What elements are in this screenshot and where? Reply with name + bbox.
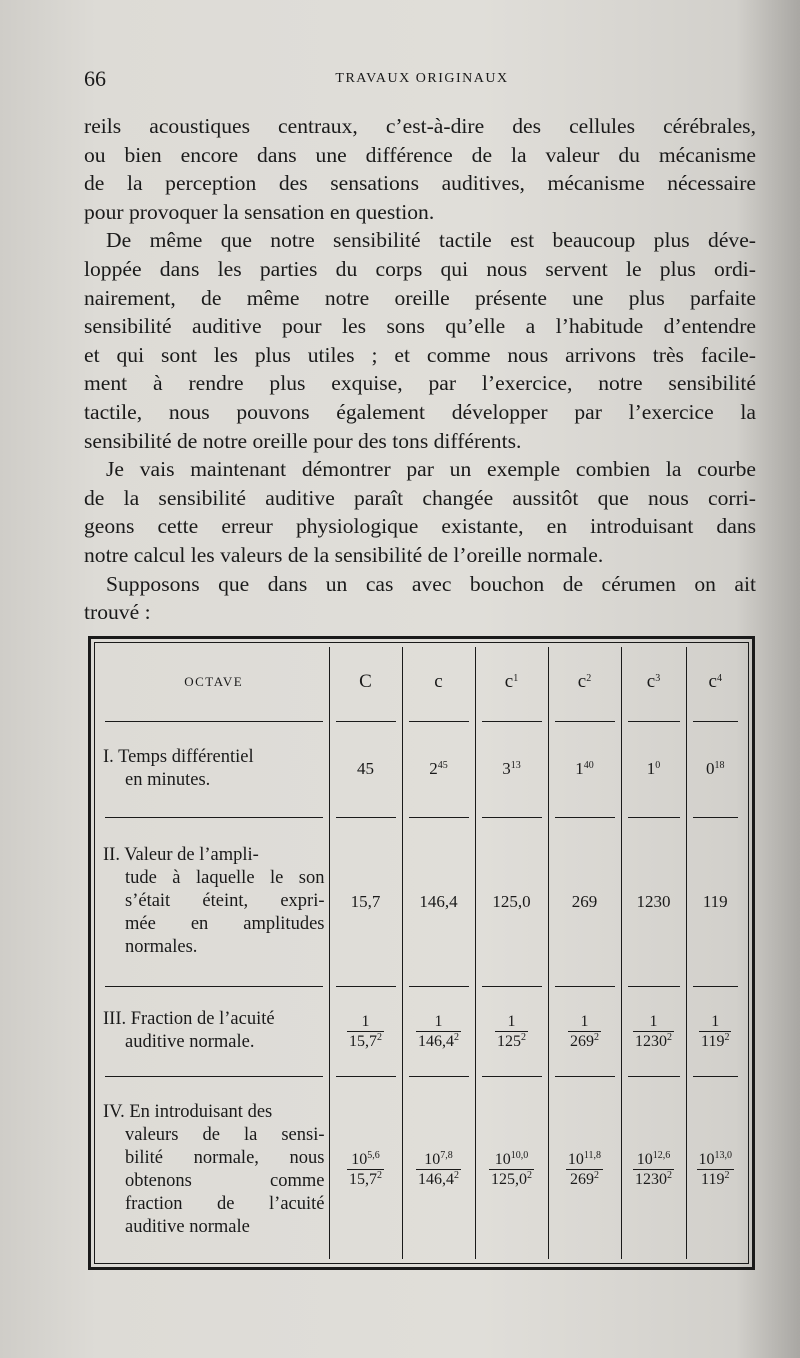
value-cell — [548, 725, 621, 813]
fraction-numerator: 1 — [649, 1012, 658, 1030]
denom-base: 269 — [569, 1171, 594, 1189]
fraction-cell — [329, 1080, 402, 1259]
text-line: et qui sont les plus utiles ; et comme nous arrivons très facile- — [84, 342, 756, 367]
row-label-line: en minutes. — [125, 770, 211, 791]
denom-sup: 2 — [593, 1170, 599, 1182]
text-line: Je vais maintenant démontrer par un exemple combien la courbe — [106, 457, 756, 482]
table-row-amplitude — [99, 822, 744, 983]
numer-sup: 12,6 — [652, 1150, 671, 1162]
numer-sup: 13,0 — [714, 1150, 732, 1162]
numer-sup: 11,8 — [583, 1150, 602, 1162]
fraction-cell — [475, 990, 548, 1072]
fraction — [495, 1012, 528, 1051]
fraction-cell — [621, 990, 686, 1072]
fraction-numerator — [566, 1150, 603, 1169]
fraction-numerator: 1 — [434, 1012, 443, 1030]
text-line: Supposons que dans un cas avec bouchon de cérumen on ait — [106, 571, 756, 596]
fraction — [489, 1150, 534, 1189]
table-row-fraction — [99, 990, 744, 1072]
fraction-denominator — [633, 1169, 674, 1189]
note-base: c — [577, 671, 587, 693]
numer-base: 10 — [494, 1151, 511, 1169]
value-base: 45 — [357, 759, 374, 779]
value-sup: 40 — [583, 760, 594, 772]
text-line: de la perception des sensations auditives, mécanisme nécessaire — [84, 171, 756, 196]
denom-base: 15,7 — [349, 1032, 377, 1050]
fraction-cell — [548, 1080, 621, 1259]
numer-base: 10 — [567, 1151, 584, 1169]
row-separator — [99, 1072, 744, 1080]
fraction — [347, 1012, 384, 1051]
value-cell — [475, 725, 548, 813]
fraction-cell — [402, 1080, 475, 1259]
denom-sup: 2 — [527, 1170, 532, 1182]
text-line: De même que notre sensibilité tactile est beaucoup plus déve- — [106, 228, 756, 253]
row-label-line: auditive normale — [125, 1216, 250, 1237]
fraction-cell — [548, 990, 621, 1072]
fraction — [566, 1150, 603, 1189]
numer-sup: 5,6 — [367, 1150, 380, 1162]
fraction-numerator: 1 — [711, 1012, 720, 1030]
row-label-line: obtenons comme — [125, 1170, 325, 1191]
fraction-denominator — [489, 1169, 534, 1189]
fraction-denominator — [416, 1169, 461, 1189]
note-header — [621, 647, 686, 717]
note-base: c — [434, 671, 443, 693]
note-base: C — [359, 671, 372, 693]
value-cell: 1230 — [621, 822, 686, 983]
fraction-cell — [686, 990, 744, 1072]
fraction-denominator — [416, 1031, 461, 1051]
value-cell — [329, 725, 402, 813]
fraction-numerator: 1 — [580, 1012, 589, 1030]
value-sup: 0 — [655, 760, 661, 772]
row-label-line: auditive normale. — [125, 1032, 255, 1053]
text-line: nairement, de même notre oreille présente une plus parfaite — [84, 285, 756, 310]
text-line: ment à rendre plus exquise, par l’exercice, notre sensibilité — [84, 371, 756, 396]
text-line: sensibilité de notre oreille pour des tons différents. — [84, 428, 522, 453]
fraction-denominator — [699, 1031, 731, 1051]
value-cell — [686, 725, 744, 813]
text-line: loppée dans les parties du corps qui nous servent le plus ordi- — [84, 256, 756, 281]
text-line: trouvé : — [84, 600, 151, 625]
row-separator — [99, 814, 744, 822]
fraction-cell — [621, 1080, 686, 1259]
fraction-denominator — [568, 1031, 601, 1051]
value-cell — [402, 725, 475, 813]
note-header — [329, 647, 402, 717]
page-header — [84, 66, 760, 94]
fraction-denominator — [633, 1031, 674, 1051]
numer-base: 10 — [698, 1151, 715, 1169]
fraction-numerator — [633, 1150, 674, 1169]
value-cell — [621, 725, 686, 813]
text-line: de la sensibilité auditive paraît changée aussitôt que nous corri- — [84, 485, 756, 510]
row-label-line: s’était éteint, expri- — [125, 891, 325, 912]
row-separator — [99, 717, 744, 725]
row-label-line: IV. En introduisant des — [103, 1101, 273, 1122]
fraction-numerator — [416, 1150, 461, 1169]
value-sup: 45 — [437, 760, 448, 772]
fraction-numerator: 1 — [507, 1012, 516, 1030]
value-sup: 18 — [714, 760, 725, 772]
row-label-line: bilité normale, nous — [125, 1147, 325, 1168]
row-label-normale — [99, 1080, 329, 1259]
denom-base: 125 — [497, 1032, 521, 1050]
fraction-numerator — [697, 1150, 735, 1169]
note-sup: 2 — [586, 673, 592, 685]
value-base: 0 — [706, 759, 715, 779]
page-number: 66 — [84, 66, 106, 91]
row-label-fraction — [99, 990, 329, 1072]
denom-sup: 2 — [667, 1031, 672, 1043]
fraction-cell — [402, 990, 475, 1072]
numer-base: 10 — [636, 1151, 653, 1169]
text-line: notre calcul les valeurs de la sensibilité de l’oreille normale. — [84, 542, 604, 567]
denom-sup: 2 — [594, 1031, 599, 1043]
denom-sup: 2 — [667, 1170, 672, 1182]
value-cell: 125,0 — [475, 822, 548, 983]
octave-table-frame — [88, 636, 755, 1270]
fraction — [416, 1012, 461, 1051]
text-line: geons cette erreur physiologique existante, en introduisant dans — [84, 514, 756, 539]
value-cell: 146,4 — [402, 822, 475, 983]
note-sup: 1 — [513, 673, 519, 685]
fraction-denominator — [566, 1169, 603, 1189]
fraction-numerator — [347, 1150, 384, 1169]
text-line: ou bien encore dans une différence de la valeur du mécanisme — [84, 142, 756, 167]
denom-sup: 2 — [377, 1031, 382, 1043]
value-cell: 119 — [686, 822, 744, 983]
denom-sup: 2 — [724, 1031, 730, 1043]
denom-sup: 2 — [724, 1170, 730, 1182]
denom-sup: 2 — [521, 1031, 526, 1043]
text-line: tactile, nous pouvons également développer par l’exercice la — [84, 399, 756, 424]
text-line: sensibilité auditive pour les sons qu’elle a l’habitude d’entendre — [84, 314, 756, 339]
fraction-numerator — [489, 1150, 534, 1169]
row-label-line: I. Temps différentiel — [103, 747, 254, 768]
value-cell: 15,7 — [329, 822, 402, 983]
value-base: 2 — [429, 759, 438, 779]
note-sup: 3 — [655, 673, 661, 685]
table-row-normale — [99, 1080, 744, 1259]
text-line: reils acoustiques centraux, c’est-à-dire des cellules cérébrales, — [84, 114, 756, 138]
value-sup: 13 — [510, 760, 521, 772]
fraction-cell — [329, 990, 402, 1072]
table-header-row — [99, 647, 744, 717]
denom-sup: 2 — [454, 1031, 459, 1043]
denom-base: 1230 — [635, 1032, 667, 1050]
fraction-cell — [686, 1080, 744, 1259]
text-line: pour provoquer la sensation en question. — [84, 199, 435, 224]
value-base: 1 — [646, 759, 656, 779]
row-label-line: fraction de l’acuité — [125, 1193, 325, 1214]
note-base: c — [708, 671, 717, 693]
numer-sup: 10,0 — [510, 1150, 529, 1162]
numer-base: 10 — [351, 1151, 368, 1169]
row-label-amplitude — [99, 822, 329, 983]
fraction-denominator — [495, 1031, 528, 1051]
octave-table — [99, 647, 744, 1259]
note-header — [548, 647, 621, 717]
value-base: 3 — [502, 759, 511, 779]
denom-base: 15,7 — [349, 1171, 377, 1189]
fraction-cell — [475, 1080, 548, 1259]
fraction — [699, 1012, 731, 1051]
row-separator — [99, 982, 744, 990]
denom-base: 146,4 — [418, 1171, 454, 1189]
denom-base: 119 — [701, 1032, 725, 1050]
fraction — [697, 1150, 735, 1189]
body-text — [84, 112, 756, 627]
octave-header: OCTAVE — [184, 674, 244, 690]
denom-base: 269 — [570, 1032, 594, 1050]
fraction-denominator — [697, 1169, 735, 1189]
note-header — [686, 647, 744, 717]
denom-base: 146,4 — [418, 1032, 454, 1050]
fraction-numerator: 1 — [361, 1012, 370, 1030]
row-label-line: tude à laquelle le son — [125, 868, 325, 889]
row-label-line: mée en amplitudes — [125, 914, 325, 935]
denom-base: 119 — [701, 1171, 725, 1189]
row-label-line: valeurs de la sensi- — [125, 1124, 325, 1145]
denom-sup: 2 — [454, 1170, 459, 1182]
note-sup: 4 — [716, 673, 722, 685]
fraction — [416, 1150, 461, 1189]
table-row-temps — [99, 725, 744, 813]
fraction-denominator — [347, 1169, 384, 1189]
fraction — [568, 1012, 601, 1051]
note-base: c — [646, 671, 656, 693]
denom-sup: 2 — [377, 1170, 382, 1182]
fraction — [633, 1012, 674, 1051]
running-title: TRAVAUX ORIGINAUX — [335, 71, 509, 86]
note-base: c — [504, 671, 514, 693]
denom-base: 1230 — [635, 1171, 667, 1189]
row-label-line: III. Fraction de l’acuité — [103, 1009, 275, 1030]
note-header — [402, 647, 475, 717]
note-header — [475, 647, 548, 717]
value-base: 1 — [575, 759, 584, 779]
row-label-line: normales. — [125, 937, 198, 958]
fraction — [347, 1150, 384, 1189]
row-label-temps — [99, 725, 329, 813]
fraction-denominator — [347, 1031, 384, 1051]
numer-base: 10 — [424, 1151, 441, 1169]
row-label-line: II. Valeur de l’ampli- — [103, 845, 259, 866]
fraction — [633, 1150, 674, 1189]
denom-base: 125,0 — [491, 1171, 527, 1189]
numer-sup: 7,8 — [440, 1150, 453, 1162]
value-cell: 269 — [548, 822, 621, 983]
